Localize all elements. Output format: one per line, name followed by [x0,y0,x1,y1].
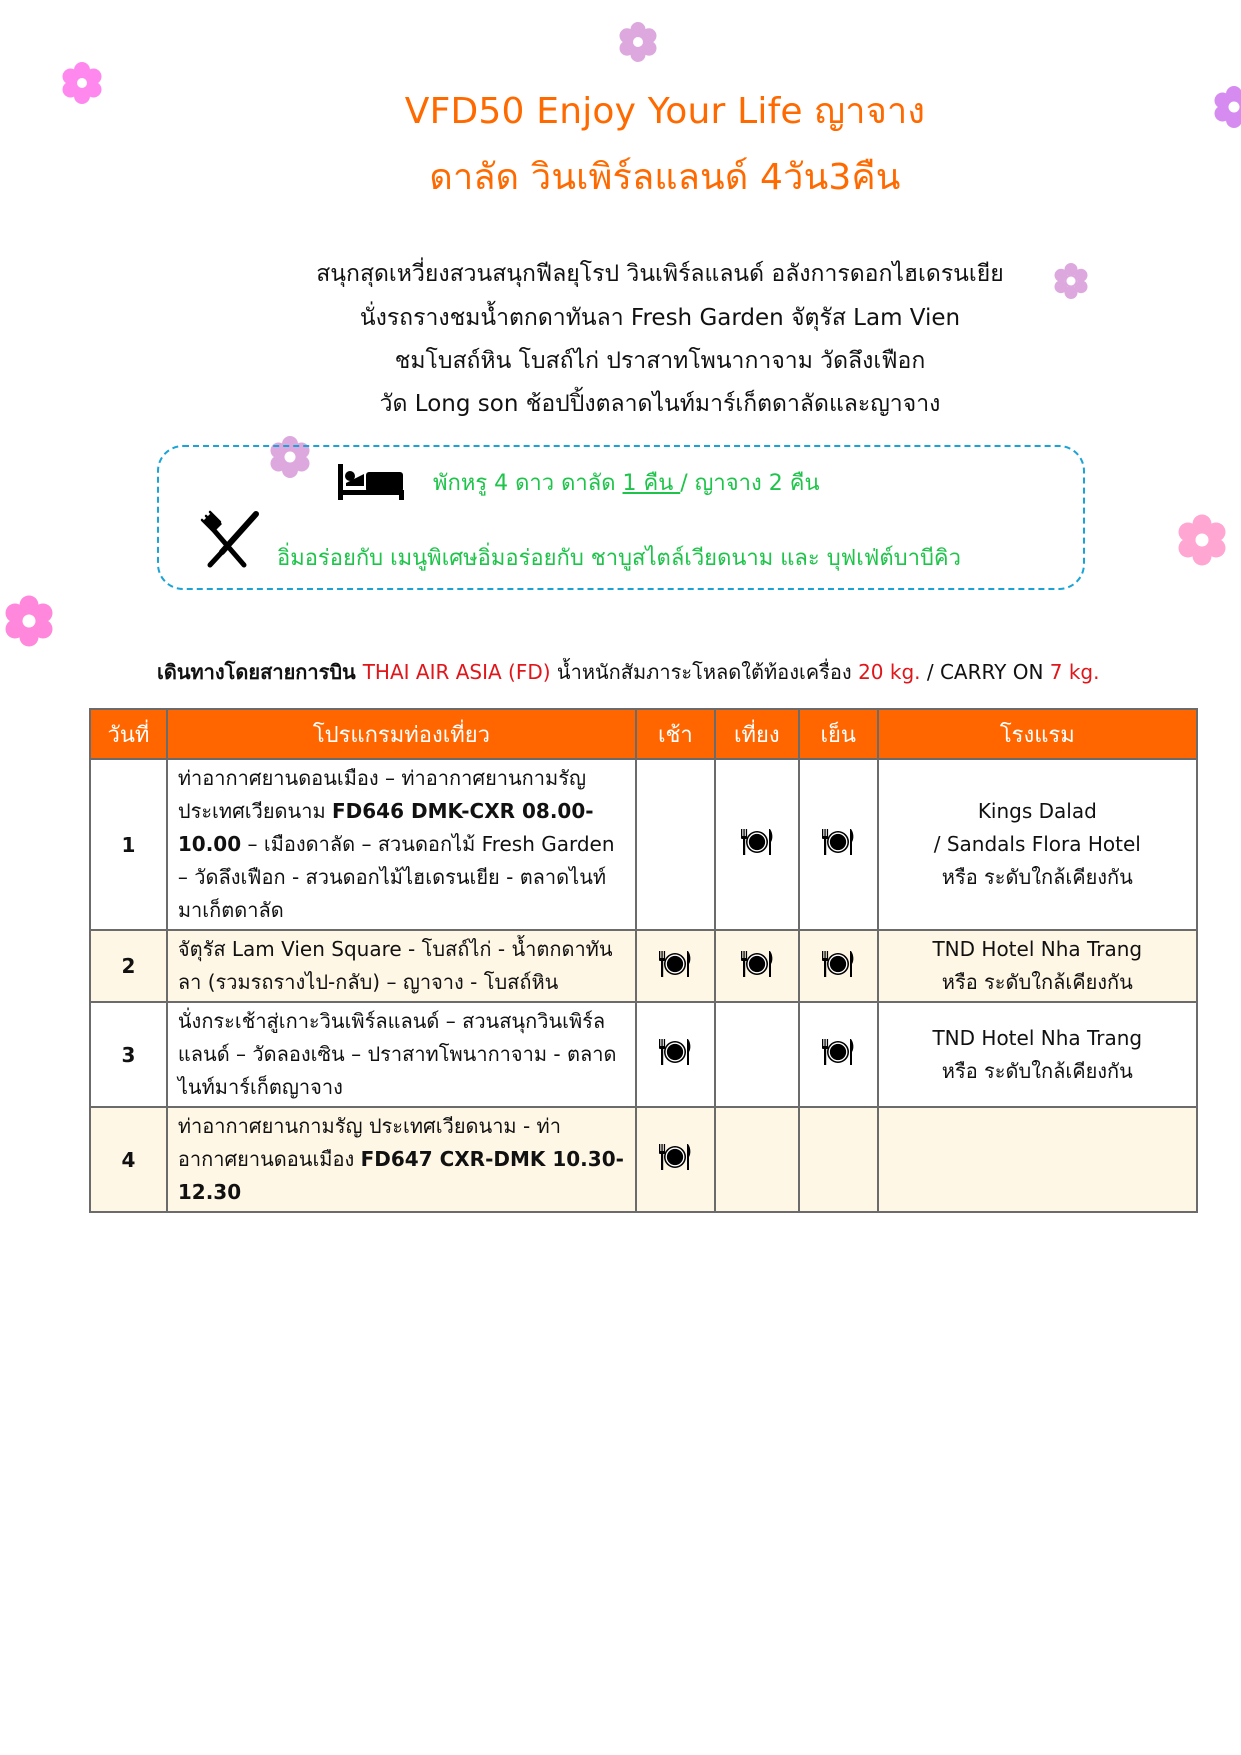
hotel-note: หรือ ระดับใกล้เคียงกัน [941,970,1133,994]
day-number: 4 [90,1107,167,1212]
table-row [90,759,1197,930]
header-lunch: เที่ยง [715,709,799,759]
description-line: วัด Long son ช้อปปิ้งตลาดไนท์มาร์เก็ตดาลัดและญาจาง [379,391,941,417]
flight-info: FD647 CXR-DMK 10.30-12.30 [177,1147,624,1204]
table-row [90,1107,1197,1212]
dinner-cell [799,930,878,1002]
food-highlight: อิ่มอร่อยกับ เมนูพิเศษอิ่มอร่อยกับ ชาบูสไตล์เวียดนาม และ บุฟเฟ่ต์บาบีคิว [277,546,961,571]
description-line: สนุกสุดเหวี่ยงสวนสนุกฟีลยุโรป วินเพิร์ลแลนด์ อลังการดอกไฮเดรนเยีย [316,261,1004,287]
header-hotel: โรงแรม [878,709,1197,759]
hotel-cell [878,759,1197,930]
meal-icon [658,1142,692,1177]
program-text: จัตุรัส Lam Vien Square - โบสถ์ไก่ - น้ำตกดาทันลา (รวมรถรางไป-กลับ) – ญาจาง - โบสถ์หิน [177,937,613,994]
flower-icon [1176,512,1228,568]
dinner-cell [799,1002,878,1107]
program-cell [167,759,636,930]
header-program: โปรแกรมท่องเที่ยว [167,709,636,759]
meal-icon [740,827,774,862]
meal-icon [740,949,774,984]
program-text: – เมืองดาลัด – สวนดอกไม้ Fresh Garden – วัดลึงเฟือก - สวนดอกไม้ไฮเดรนเยีย - ตลาดไนท์มาเก็ตดาลัด [177,832,615,922]
hotel-cell [878,1002,1197,1107]
airline-name: THAI AIR ASIA (FD) [362,660,551,684]
hotel-highlight-suffix: / ญาจาง 2 คืน [680,471,820,496]
airline-prefix: เดินทางโดยสายการบิน [157,660,363,684]
baggage-weight: 20 kg. [858,660,921,684]
page-title-line-1: VFD50 Enjoy Your Life ญาจาง [404,91,926,132]
carry-on-label: / CARRY ON [920,660,1050,684]
breakfast-cell [636,1107,715,1212]
day-number: 1 [90,759,167,930]
header-dinner: เย็น [799,709,878,759]
meal-icon [658,1037,692,1072]
day-number: 3 [90,1002,167,1107]
day-number: 2 [90,930,167,1002]
airline-info [157,656,1099,688]
flower-icon [617,20,659,64]
meal-icon [658,949,692,984]
dinner-cell [799,1107,878,1212]
program-cell [167,1002,636,1107]
hotel-name: Kings Dalad [977,799,1097,823]
hotel-highlight [433,465,820,500]
hotel-name: TND Hotel Nha Trang [932,937,1143,961]
hotel-cell [878,1107,1197,1212]
hotel-name-alt: / Sandals Flora Hotel [933,832,1141,856]
flight-info: FD646 DMK-CXR 08.00-10.00 [177,799,594,856]
meal-icon [821,949,855,984]
flower-icon [3,593,55,649]
breakfast-cell [636,930,715,1002]
lunch-cell [715,1107,799,1212]
breakfast-cell [636,1002,715,1107]
meal-icon [821,1037,855,1072]
description-line: ชมโบสถ์หิน โบสถ์ไก่ ปราสาทโพนากาจาม วัดลึงเฟือก [394,348,926,374]
hotel-note: หรือ ระดับใกล้เคียงกัน [941,865,1133,889]
carry-on-weight: 7 kg. [1049,660,1100,684]
table-row [90,1002,1197,1107]
header-day: วันที่ [90,709,167,759]
description-line: นั่งรถรางชมน้ำตกดาทันลา Fresh Garden จัตุรัส Lam Vien [359,305,961,331]
baggage-label: น้ำหนักสัมภาระโหลดใต้ท้องเครื่อง [550,660,859,684]
hotel-note: หรือ ระดับใกล้เคียงกัน [941,1058,1133,1083]
program-text: ท่าอากาศยานกามรัญ ประเทศเวียดนาม - ท่าอากาศยานดอนเมือง [177,1114,561,1171]
lunch-cell [715,930,799,1002]
lunch-cell [715,1002,799,1107]
program-cell [167,930,636,1002]
itinerary-table [89,708,1198,1213]
lunch-cell [715,759,799,930]
dinner-cell [799,759,878,930]
hotel-name: TND Hotel Nha Trang [932,1025,1143,1050]
hotel-highlight-prefix: พักหรู 4 ดาว ดาลัด [433,471,623,496]
breakfast-cell [636,759,715,930]
meal-icon [821,827,855,862]
header-breakfast: เช้า [636,709,715,759]
bed-icon [338,464,404,500]
program-text: นั่งกระเช้าสู่เกาะวินเพิร์ลแลนด์ – สวนสนุกวินเพิร์ลแลนด์ – วัดลองเซิน – ปราสาทโพนากาจาม - ตลาดไนท์มาร์เก็ตญาจาง [177,1009,617,1099]
hotel-cell [878,930,1197,1002]
table-row [90,930,1197,1002]
hotel-highlight-dalat-nights: 1 คืน [622,471,681,496]
program-cell [167,1107,636,1212]
fork-knife-icon [200,510,260,570]
table-header-row [90,709,1197,759]
page-title-line-2: ดาลัด วินเพิร์ลแลนด์ 4วัน3คืน [429,157,901,198]
program-text: ท่าอากาศยานดอนเมือง – ท่าอากาศยานกามรัญ ประเทศเวียดนาม [177,766,586,823]
